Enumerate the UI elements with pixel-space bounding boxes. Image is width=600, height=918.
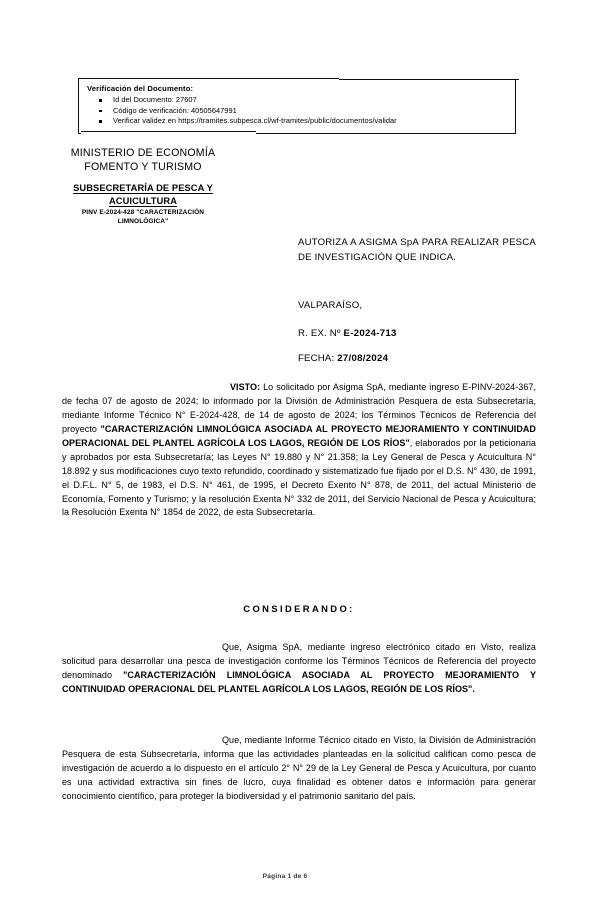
considerando-2-text: Que, mediante Informe Técnico citado en Visto, la División de Administración Pesquera de esta Subsecretaría, informa que las actividades planteadas en la solicitud califican como pesca de investigación de acuerdo a lo dispuesto en el artículo 2° N° 29 de la Ley General de Pesca y Acuicultura, por cuanto es una actividad extractiva sin fines de lucro, cuya finalidad es obtener datos e información para generar conocimiento científico, para proteger la biodiversidad y el patrimonio sanitario del país.: [62, 735, 536, 801]
ministry-line-1: MINISTERIO DE ECONOMÍA: [70, 147, 216, 159]
subsecretaria-line-1: SUBSECRETARÍA DE PESCA Y: [73, 183, 213, 193]
page-footer: Página 1 de 6: [262, 873, 308, 880]
scan-artifact-bottom: [81, 131, 256, 135]
resolution-date-value: 27/08/2024: [337, 353, 389, 364]
verification-item-verification-code: Código de verificación: 40505647991: [87, 106, 509, 117]
resolution-date-label: FECHA:: [298, 353, 338, 364]
resolution-date-line: [298, 353, 536, 364]
considerando-1-project-title: "CARACTERIZACIÓN LIMNOLÓGICA ASOCIADA AL PROYECTO MEJORAMIENTO Y CONTINUIDAD OPERACIONAL DEL PLANTEL AGRÍCOLA LOS LAGOS, REGIÓN DE LOS RÍOS".: [62, 669, 537, 694]
document-verification-box: [78, 78, 516, 134]
resolution-subject: AUTORIZA A ASIGMA SpA PARA REALIZAR PESCA DE INVESTIGACIÓN QUE INDICA.: [298, 237, 536, 263]
project-reference-code: [18, 208, 268, 226]
considerando-paragraph-1: [62, 641, 536, 697]
scan-artifact-top: [339, 77, 519, 80]
resolution-number-label: R. EX. Nº: [298, 328, 344, 339]
visto-text-b: , elaborados por la peticionaria y aprobados por esta Subsecretaría; las Leyes N° 19.880 y N° 21.358; la Ley General de Pesca y Acuicultura N° 18.892 y sus modificaciones cuyo texto refundido, coordinado y sistematizado fue fijado por el D.S. N° 430, de 1991, el D.F.L. N° 5, de 1983, el D.S. N° 461, de 1995, el Decreto Exento N° 878, de 2011, del actual Ministerio de Economía, Fomento y Turismo; y la resolución Exenta N° 332 de 2011, del Servicio Nacional de Pesca y Acuicultura; la Resolución Exenta N° 1854 de 2022, de esta Subsecretaría.: [62, 437, 536, 518]
resolution-number-value: E-2024-713: [343, 328, 397, 339]
visto-text-a: Lo solicitado por Asigma SpA, mediante ingreso E-PINV-2024-367, de fecha 07 de agosto de 2024; lo informado por la División de Administración Pesquera de esta Subsecretaría, mediante Informe Técnico N° E-2024-428, de 14 de agosto de 2024; los Términos Técnicos de Referencia del proyecto: [62, 382, 536, 434]
ministry-line-2: FOMENTO Y TURISMO: [84, 161, 202, 174]
verification-list: [87, 95, 509, 127]
subsecretaria-letterhead: [18, 182, 268, 207]
visto-paragraph: [62, 381, 536, 520]
project-reference-line-2: LIMNOLÓGICA": [117, 218, 169, 226]
resolution-place: VALPARAÍSO,: [298, 300, 363, 311]
verification-item-validation-url: Verificar validez en https://tramites.subpesca.cl/wf-tramites/public/documentos/validar: [87, 116, 509, 127]
resolution-number-line: [298, 328, 536, 339]
considerando-heading: CONSIDERANDO:: [243, 603, 355, 614]
considerando-1-text: Que, Asigma SpA, mediante ingreso electrónico citado en Visto, realiza solicitud para desarrollar una pesca de investigación conforme los Términos Técnicos de Referencia del proyecto denominado: [62, 642, 536, 680]
visto-project-title: "CARACTERIZACIÓN LIMNOLÓGICA ASOCIADA AL PROYECTO MEJORAMIENTO Y CONTINUIDAD OPERACIONAL DEL PLANTEL AGRÍCOLA LOS LAGOS, REGIÓN DE LOS RÍOS": [62, 423, 536, 448]
verification-item-document-id: Id del Documento: 27607: [87, 95, 509, 106]
verification-title: Verificación del Documento:: [87, 84, 194, 93]
ministry-letterhead: [18, 146, 268, 175]
project-reference-line-1: PINV E-2024-428 "CARACTERIZACIÓN: [81, 209, 205, 216]
subsecretaria-line-2: ACUICULTURA: [108, 195, 178, 206]
visto-label: VISTO:: [230, 382, 261, 392]
considerando-paragraph-2: [62, 734, 536, 804]
